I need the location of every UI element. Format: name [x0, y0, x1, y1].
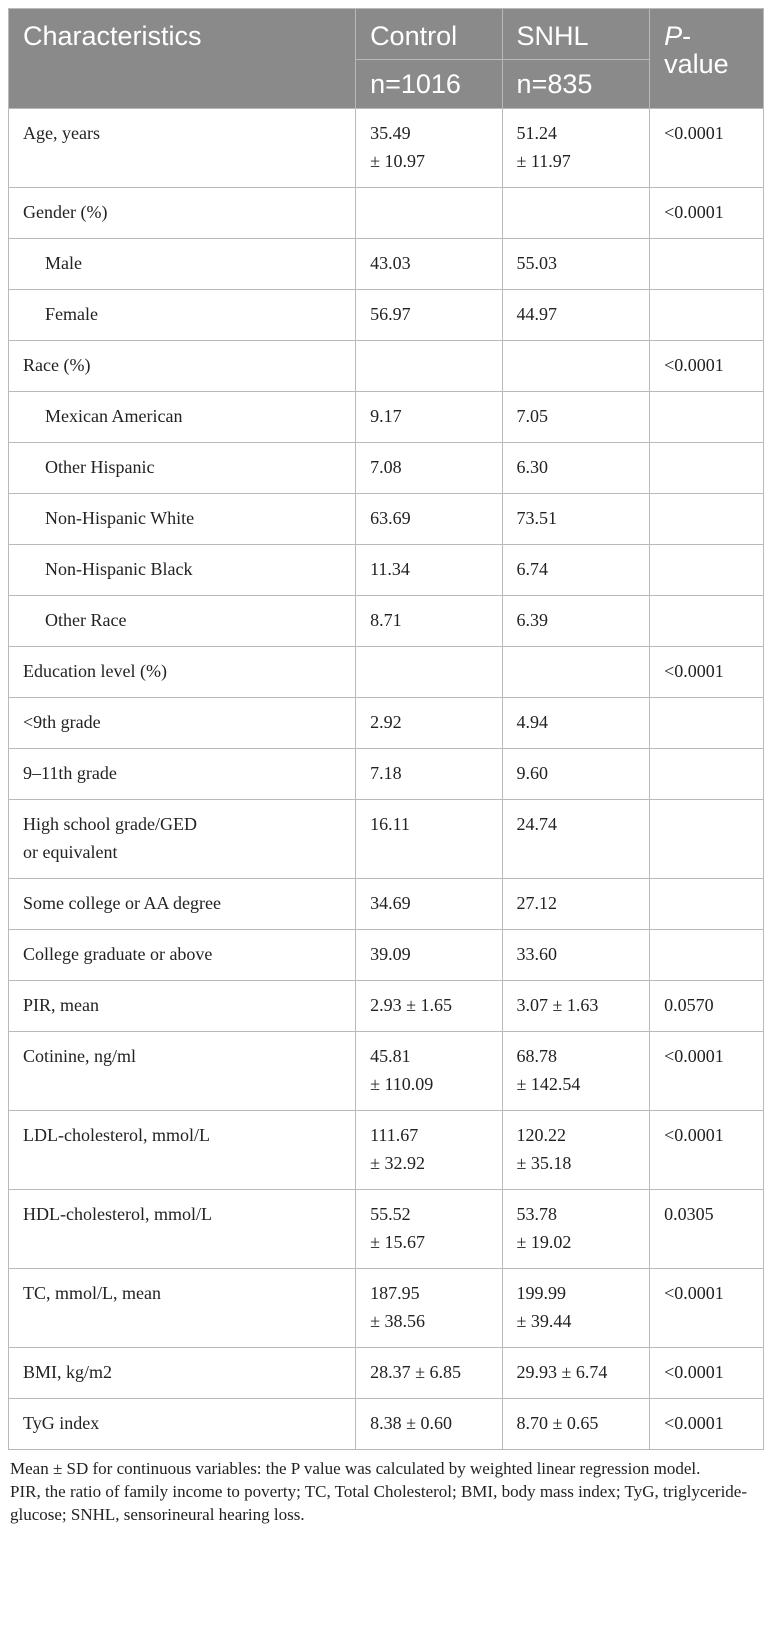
cell-characteristic: HDL-cholesterol, mmol/L [9, 1190, 356, 1269]
cell-control [356, 494, 502, 545]
cell-control [356, 930, 502, 981]
cell-control [356, 1190, 502, 1269]
cell-p-value [650, 749, 764, 800]
table-row [9, 698, 764, 749]
cell-snhl [502, 1269, 650, 1348]
cell-control-line: 7.18 [370, 763, 402, 783]
header-snhl: SNHL [502, 9, 650, 60]
table-container [8, 8, 764, 1526]
cell-control [356, 188, 502, 239]
cell-control-line: ± 15.67 [370, 1232, 425, 1252]
header-p-value [650, 9, 764, 109]
cell-snhl-line: 29.93 ± 6.74 [516, 1362, 608, 1382]
cell-p-value: 0.0570 [650, 981, 764, 1032]
cell-p-value [650, 494, 764, 545]
cell-control-line: 34.69 [370, 893, 411, 913]
cell-characteristic: Age, years [9, 109, 356, 188]
cell-control [356, 647, 502, 698]
cell-p-value: 0.0305 [650, 1190, 764, 1269]
cell-characteristic-line: High school grade/GED [23, 814, 197, 834]
cell-snhl [502, 879, 650, 930]
table-row [9, 1032, 764, 1111]
table-row [9, 239, 764, 290]
cell-snhl-line: 44.97 [516, 304, 558, 324]
cell-control-line: 111.67 [370, 1125, 419, 1145]
cell-snhl-line: 120.22 [516, 1125, 567, 1145]
cell-characteristic: Race (%) [9, 341, 356, 392]
cell-characteristic: Other Race [9, 596, 356, 647]
table-header [9, 9, 764, 109]
cell-control-line: 35.49 [370, 123, 411, 143]
cell-characteristic: 9–11th grade [9, 749, 356, 800]
cell-snhl-line: ± 39.44 [516, 1311, 572, 1331]
cell-control-line: 8.71 [370, 610, 402, 630]
cell-control-line: ± 10.97 [370, 151, 425, 171]
cell-control-line: 7.08 [370, 457, 402, 477]
cell-snhl-line: 55.03 [516, 253, 558, 273]
cell-snhl [502, 545, 650, 596]
footnote-2: PIR, the ratio of family income to poverty; TC, Total Cholesterol; BMI, body mass index; TyG, triglyceride-glucose; SNHL, sensorineural hearing loss. [10, 1482, 748, 1524]
table-row [9, 879, 764, 930]
cell-snhl [502, 647, 650, 698]
cell-p-value: <0.0001 [650, 647, 764, 698]
table-row [9, 494, 764, 545]
cell-snhl-line: 8.70 ± 0.65 [516, 1413, 599, 1433]
cell-characteristic: Male [9, 239, 356, 290]
cell-snhl [502, 443, 650, 494]
cell-p-value [650, 698, 764, 749]
table-row [9, 109, 764, 188]
cell-snhl-line: ± 142.54 [516, 1074, 581, 1094]
cell-control-line: 8.38 ± 0.60 [370, 1413, 452, 1433]
cell-control [356, 1348, 502, 1399]
cell-p-value [650, 879, 764, 930]
cell-snhl [502, 1111, 650, 1190]
cell-control [356, 596, 502, 647]
cell-snhl [502, 341, 650, 392]
cell-p-value: <0.0001 [650, 1111, 764, 1190]
cell-control-line: 2.93 ± 1.65 [370, 995, 452, 1015]
cell-snhl [502, 596, 650, 647]
cell-p-value [650, 392, 764, 443]
cell-control-line: 56.97 [370, 304, 411, 324]
cell-p-value [650, 596, 764, 647]
cell-p-value: <0.0001 [650, 1269, 764, 1348]
cell-snhl-line: 6.74 [516, 559, 549, 579]
cell-snhl-line: 7.05 [516, 406, 549, 426]
cell-snhl [502, 290, 650, 341]
cell-p-value: <0.0001 [650, 109, 764, 188]
cell-control-line: 11.34 [370, 559, 410, 579]
cell-p-value [650, 930, 764, 981]
table-row [9, 981, 764, 1032]
cell-snhl-line: 24.74 [516, 814, 558, 834]
cell-p-value: <0.0001 [650, 188, 764, 239]
table-row [9, 800, 764, 879]
table-row [9, 443, 764, 494]
cell-characteristic: Non-Hispanic Black [9, 545, 356, 596]
cell-control-line: ± 32.92 [370, 1153, 425, 1173]
cell-control-line: 45.81 [370, 1046, 411, 1066]
cell-control-line: 39.09 [370, 944, 411, 964]
cell-snhl-line: ± 19.02 [516, 1232, 572, 1252]
cell-p-value: <0.0001 [650, 1032, 764, 1111]
cell-control [356, 290, 502, 341]
cell-p-value [650, 545, 764, 596]
cell-snhl-line: 199.99 [516, 1283, 567, 1303]
cell-control-line: 43.03 [370, 253, 411, 273]
cell-control [356, 981, 502, 1032]
table-row [9, 188, 764, 239]
cell-control [356, 800, 502, 879]
cell-snhl [502, 1348, 650, 1399]
cell-characteristic: College graduate or above [9, 930, 356, 981]
characteristics-table [8, 8, 764, 1450]
cell-control [356, 749, 502, 800]
header-control: Control [356, 9, 502, 60]
cell-characteristic: Other Hispanic [9, 443, 356, 494]
cell-snhl [502, 494, 650, 545]
cell-control [356, 239, 502, 290]
cell-characteristic: <9th grade [9, 698, 356, 749]
cell-snhl [502, 981, 650, 1032]
cell-control-line: 187.95 [370, 1283, 420, 1303]
cell-snhl [502, 698, 650, 749]
cell-control [356, 1032, 502, 1111]
table-row [9, 1399, 764, 1450]
cell-p-value [650, 800, 764, 879]
cell-characteristic: Mexican American [9, 392, 356, 443]
table-row [9, 1348, 764, 1399]
cell-characteristic [9, 800, 356, 879]
table-row [9, 596, 764, 647]
header-p-value-word: value [664, 49, 729, 79]
cell-snhl-line: 6.30 [516, 457, 549, 477]
cell-snhl [502, 109, 650, 188]
cell-snhl [502, 1399, 650, 1450]
table-footnotes [8, 1457, 762, 1526]
cell-control [356, 698, 502, 749]
cell-p-value: <0.0001 [650, 1399, 764, 1450]
cell-snhl-line: ± 11.97 [516, 151, 571, 171]
cell-control [356, 1269, 502, 1348]
table-row [9, 749, 764, 800]
cell-snhl [502, 1032, 650, 1111]
cell-p-value [650, 443, 764, 494]
table-row [9, 1269, 764, 1348]
cell-snhl-line: 9.60 [516, 763, 549, 783]
table-row [9, 392, 764, 443]
cell-characteristic: LDL-cholesterol, mmol/L [9, 1111, 356, 1190]
cell-control [356, 443, 502, 494]
cell-characteristic: Education level (%) [9, 647, 356, 698]
cell-p-value: <0.0001 [650, 341, 764, 392]
cell-p-value: <0.0001 [650, 1348, 764, 1399]
cell-characteristic: Cotinine, ng/ml [9, 1032, 356, 1111]
table-row [9, 930, 764, 981]
cell-snhl-line: 3.07 ± 1.63 [516, 995, 599, 1015]
cell-snhl-line: 51.24 [516, 123, 558, 143]
cell-characteristic: Female [9, 290, 356, 341]
cell-control-line: 28.37 ± 6.85 [370, 1362, 461, 1382]
table-row [9, 290, 764, 341]
cell-snhl [502, 1190, 650, 1269]
cell-characteristic: Some college or AA degree [9, 879, 356, 930]
cell-snhl-line: 27.12 [516, 893, 558, 913]
cell-characteristic: Gender (%) [9, 188, 356, 239]
cell-snhl-line: ± 35.18 [516, 1153, 572, 1173]
cell-control-line: 55.52 [370, 1204, 411, 1224]
cell-characteristic-line: or equivalent [23, 842, 118, 862]
cell-control-line: 63.69 [370, 508, 411, 528]
cell-control-line: ± 110.09 [370, 1074, 434, 1094]
cell-snhl [502, 800, 650, 879]
table-row [9, 545, 764, 596]
table-row [9, 341, 764, 392]
table-body [9, 109, 764, 1450]
cell-control [356, 341, 502, 392]
header-n-control: n=1016 [356, 60, 502, 109]
cell-control [356, 1399, 502, 1450]
cell-characteristic: Non-Hispanic White [9, 494, 356, 545]
cell-p-value [650, 239, 764, 290]
cell-control [356, 109, 502, 188]
cell-control-line: 2.92 [370, 712, 402, 732]
cell-snhl-line: 4.94 [516, 712, 549, 732]
table-row [9, 1190, 764, 1269]
cell-control-line: ± 38.56 [370, 1311, 425, 1331]
cell-characteristic: TC, mmol/L, mean [9, 1269, 356, 1348]
cell-control [356, 392, 502, 443]
cell-snhl [502, 930, 650, 981]
cell-snhl [502, 188, 650, 239]
cell-snhl [502, 749, 650, 800]
cell-control [356, 879, 502, 930]
cell-p-value [650, 290, 764, 341]
footnote-1: Mean ± SD for continuous variables: the P value was calculated by weighted linear regression model. [10, 1459, 701, 1478]
header-p-dash: - [682, 21, 692, 51]
table-row [9, 1111, 764, 1190]
cell-control-line: 9.17 [370, 406, 402, 426]
cell-characteristic: PIR, mean [9, 981, 356, 1032]
cell-snhl [502, 392, 650, 443]
header-p-letter: P [664, 21, 683, 51]
cell-snhl-line: 6.39 [516, 610, 549, 630]
cell-control [356, 1111, 502, 1190]
cell-snhl [502, 239, 650, 290]
cell-control [356, 545, 502, 596]
cell-characteristic: BMI, kg/m2 [9, 1348, 356, 1399]
cell-characteristic: TyG index [9, 1399, 356, 1450]
cell-snhl-line: 73.51 [516, 508, 558, 528]
header-n-snhl: n=835 [502, 60, 650, 109]
cell-control-line: 16.11 [370, 814, 410, 834]
header-characteristics: Characteristics [9, 9, 356, 109]
cell-snhl-line: 33.60 [516, 944, 558, 964]
cell-snhl-line: 53.78 [516, 1204, 558, 1224]
cell-snhl-line: 68.78 [516, 1046, 558, 1066]
table-row [9, 647, 764, 698]
